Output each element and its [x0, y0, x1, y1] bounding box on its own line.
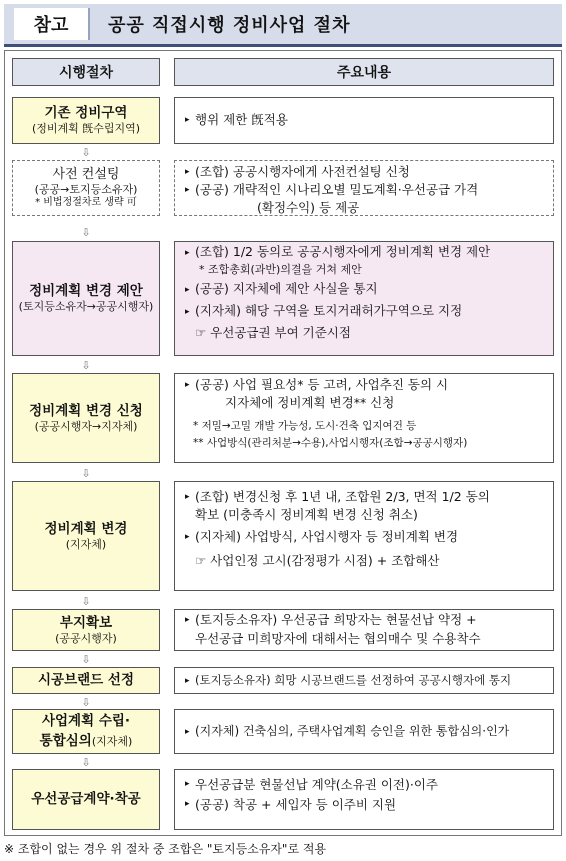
- step-brand-selection-content: [174, 667, 554, 694]
- step-title: 기존 정비구역: [44, 105, 128, 122]
- step-land-acquisition-content: [174, 609, 554, 651]
- content-item: ▸ (공공) 착공 + 세입자 등 이주비 지원: [185, 795, 545, 815]
- step-integrated-review: [12, 709, 160, 754]
- down-arrow-icon: ⇩: [81, 225, 91, 239]
- content-note: ** 사업방식(관리처분→수용),사업시행자(조합→공공시행자): [193, 437, 468, 450]
- step-supply-contract-construction: [12, 769, 160, 830]
- content-item: ▸ (조합) 변경신청 후 1년 내, 조합원 2/3, 면적 1/2 동의: [185, 488, 545, 506]
- down-arrow-icon: ⇩: [81, 695, 91, 709]
- step-subtitle: (정비계획 旣수립지역): [31, 122, 141, 136]
- step-title: 정비계획 변경: [44, 520, 128, 537]
- content-continuation: 지자체에 정비계획 변경** 신청: [225, 395, 395, 411]
- content-item: ▸ (지자체) 사업방식, 사업시행자 등 정비계획 변경: [185, 528, 545, 546]
- content-item: ▸ (지자체) 해당 구역을 토지거래허가구역으로 지정: [185, 303, 545, 320]
- step-existing-zone: [12, 97, 160, 144]
- content-continuation: (확정수익) 등 제공: [257, 200, 360, 216]
- title-underline: [4, 44, 562, 47]
- step-plan-change-proposal-content: [174, 241, 554, 356]
- step-plan-change-request: [12, 373, 160, 463]
- content-item: ▸ (공공) 사업 필요성* 등 고려, 사업추진 동의 시: [185, 376, 545, 394]
- step-title: 정비계획 변경 제안: [29, 283, 143, 300]
- content-item: ▸ (토지등소유자) 희망 시공브랜드를 선정하여 공공시행자에 통지: [185, 672, 511, 689]
- content-item: ▸ (지자체) 건축심의, 주택사업계획 승인을 위한 통합심의·인가: [185, 723, 509, 740]
- step-integrated-review-content: [174, 709, 554, 754]
- step-subtitle: (공공→토지등소유자): [34, 183, 138, 196]
- step-title: 정비계획 변경 신청: [29, 402, 143, 419]
- content-continuation: 우선공급 미희망자에 대해서는 협의매수 및 수용착수: [195, 630, 481, 646]
- content-item: ▸ (조합) 1/2 동의로 공공시행자에게 정비계획 변경 제안: [185, 244, 545, 261]
- down-arrow-icon: ⇩: [81, 652, 91, 666]
- step-brand-selection: [12, 667, 160, 694]
- step-supply-contract-content: [174, 769, 554, 830]
- step-subtitle: (공공시행자): [55, 631, 117, 645]
- down-arrow-icon: ⇩: [81, 755, 91, 769]
- content-item: ▸ 행위 제한 旣적용: [185, 111, 288, 129]
- step-note: * 비법정절차로 생략 可: [35, 196, 137, 208]
- step-plan-change: [12, 481, 160, 591]
- content-pointer: ☞ 우선공급권 부여 기준시점: [195, 325, 351, 341]
- content-pointer: ☞ 사업인정 고시(감정평가 시점) + 조합해산: [195, 553, 440, 569]
- step-subtitle: (토지등소유자→공공시행자): [18, 300, 154, 314]
- title-tag: 참고: [14, 8, 90, 40]
- step-subtitle: (지자체): [65, 537, 107, 551]
- column-header-left: 시행절차: [12, 58, 160, 86]
- content-item: ▸ (토지등소유자) 우선공급 희망자는 현물선납 약정 +: [185, 611, 545, 630]
- step-title-line2: 통합심의: [39, 732, 92, 749]
- step-title: 부지확보: [59, 614, 113, 631]
- step-existing-zone-content: [174, 97, 554, 144]
- step-title: 사업계획 수립·: [41, 713, 131, 730]
- step-pre-consulting-content: [174, 160, 554, 216]
- down-arrow-icon: ⇩: [81, 145, 91, 159]
- content-item: ▸ 우선공급분 현물선납 계약(소유권 이전)·이주: [185, 775, 545, 795]
- step-title: 사전 컨설팅: [52, 166, 120, 182]
- down-arrow-icon: ⇩: [81, 594, 91, 608]
- content-continuation: 확보 (미충족시 정비계획 변경 신청 취소): [195, 507, 418, 523]
- content-note: * 조합총회(과반)의결을 거쳐 제안: [199, 262, 362, 276]
- content-item: ▸ (공공) 개략적인 시나리오별 밀도계획·우선공급 가격: [185, 181, 545, 199]
- step-land-acquisition: [12, 609, 160, 651]
- content-item: ▸ (공공) 지자체에 제안 사실을 통지: [185, 281, 545, 298]
- column-header-right: 주요내용: [174, 58, 554, 86]
- page-title: 공공 직접시행 정비사업 절차: [108, 15, 351, 36]
- footnote: ※ 조합이 없는 경우 위 절차 중 조합은 "토지등소유자"로 적용: [4, 842, 327, 856]
- step-subtitle: (지자체): [91, 734, 133, 748]
- down-arrow-icon: ⇩: [81, 358, 91, 372]
- step-plan-change-request-content: [174, 373, 554, 463]
- content-note: * 저밀→고밀 개발 가능성, 도시·건축 입지여건 등: [193, 420, 417, 433]
- step-title: 시공브랜드 선정: [38, 672, 134, 689]
- step-plan-change-content: [174, 481, 554, 591]
- step-plan-change-proposal: [12, 241, 160, 356]
- step-title: 우선공급계약·착공: [31, 791, 141, 808]
- step-subtitle: (공공시행자→지자체): [34, 419, 138, 433]
- step-pre-consulting: [12, 160, 160, 216]
- down-arrow-icon: ⇩: [81, 466, 91, 480]
- content-item: ▸ (조합) 공공시행자에게 사전컨설팅 신청: [185, 163, 545, 181]
